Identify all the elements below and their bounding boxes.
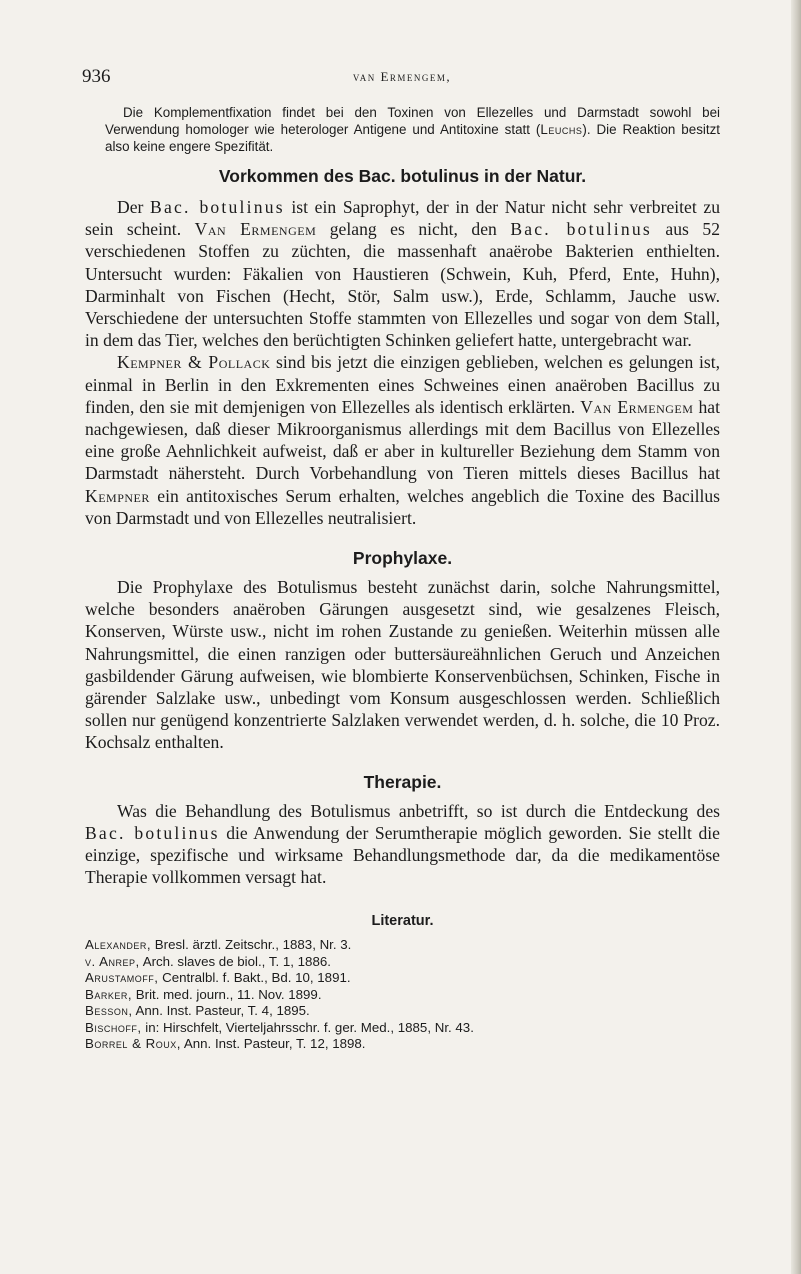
lit-ref: Brit. med. journ., 11. Nov. 1899. — [132, 986, 322, 1002]
intro-text-part: Die Komplementfixation findet bei den Toxinen von Ellezelles und Darmstadt sowohl bei Verwendung homologer wie heterologer Antigene und Antitoxine statt ( — [105, 105, 720, 137]
lit-ref: Ann. Inst. Pasteur, T. 12, 1898. — [180, 1035, 366, 1051]
lit-author: Borrel & Roux, — [85, 1035, 181, 1051]
text-run: Der — [117, 197, 151, 217]
lit-ref: Bresl. ärztl. Zeitschr., 1883, Nr. 3. — [151, 937, 352, 953]
author-name: Van Ermengem — [580, 396, 694, 417]
lit-author: Besson, — [85, 1003, 133, 1019]
text-run: Was die Behandlung des Botulismus anbetrifft, so ist durch die Entdeckung des — [117, 800, 720, 821]
section-prophylaxe — [85, 576, 720, 754]
intro-paragraph — [105, 104, 720, 155]
page-number: 936 — [82, 66, 111, 87]
literature-entry — [85, 954, 720, 970]
literature-entry — [85, 937, 720, 953]
text-run: hat nachgewiesen, daß dieser Mikroorganismus allerdings mit dem Bacillus von Ellezelles eine große Aehnlichkeit aufweist, daß er aber in kultureller Beziehung dem Stamm von Darmstadt nähersteht. Durch Vorbehandlung von Tieren mittels dieses Bacillus hat — [85, 396, 720, 484]
literature-entry — [85, 1003, 720, 1019]
section-vorkommen — [85, 196, 720, 529]
section-therapie — [85, 800, 720, 889]
paragraph — [85, 196, 720, 351]
text-run: sind bis jetzt die einzigen geblieben, welchen es gelungen ist, einmal in Berlin in den Exkrementen eines Schweines einen anaëroben Bacillus zu finden, den sie mit demjenigen von Ellezelles als identisch erklärten. — [85, 352, 720, 417]
literature-list — [85, 937, 720, 1052]
spacer — [85, 888, 720, 911]
lit-ref: Arch. slaves de biol., T. 1, 1886. — [139, 953, 331, 969]
spacer — [85, 754, 720, 770]
text-run: ist ein Saprophyt, der in der Natur nicht sehr verbreitet zu sein scheint. — [85, 197, 720, 240]
paragraph — [85, 351, 720, 529]
literature-entry — [85, 1036, 720, 1052]
intro-text — [105, 104, 720, 155]
intro-text-part: ). Die Reaktion besitzt also keine engere Spezifität. — [105, 122, 721, 154]
text-run: ein antitoxisches Serum erhalten, welches angeblich die Toxine des Bacillus von Darmstadt und von Ellezelles neutralisiert. — [85, 485, 720, 528]
lit-author: Arustamoff, — [85, 970, 159, 986]
literature-entry — [85, 970, 720, 986]
literature-entry — [85, 1020, 720, 1036]
lit-ref: Ann. Inst. Pasteur, T. 4, 1895. — [132, 1003, 310, 1019]
species-name: Bac. botulinus — [150, 197, 285, 217]
spacer — [85, 529, 720, 546]
author-leuchs: Leuchs — [540, 122, 583, 137]
author-name: Van Ermengem — [194, 219, 317, 240]
author-name: Kempner — [85, 485, 150, 506]
running-head: van Ermengem, — [352, 69, 452, 84]
main-content — [85, 164, 720, 1052]
section-title-therapie: Therapie. — [363, 771, 442, 792]
species-name: Bac. botulinus — [85, 822, 220, 843]
literature-entry — [85, 987, 720, 1003]
lit-ref: Centralbl. f. Bakt., Bd. 10, 1891. — [158, 970, 351, 986]
lit-ref: in: Hirschfelt, Vierteljahrsschr. f. ger. Med., 1885, Nr. 43. — [141, 1019, 474, 1035]
paragraph — [85, 800, 720, 889]
lit-author: Alexander, — [85, 937, 152, 953]
lit-author: v. Anrep, — [85, 953, 140, 969]
text-run: gelang es nicht, den — [316, 219, 511, 240]
section-title-vorkommen: Vorkommen des Bac. botulinus in der Natur. — [218, 166, 587, 186]
section-title-prophylaxe: Prophylaxe. — [352, 548, 453, 569]
lit-author: Bischoff, — [85, 1019, 142, 1035]
lit-author: Barker, — [85, 986, 133, 1002]
author-name: Kempner & Pollack — [117, 352, 271, 373]
species-name: Bac. botulinus — [510, 219, 652, 240]
text-run: aus 52 verschiedenen Stoffen zu züchten, die massenhaft anaërobe Bakterien enthielten. Untersucht wurden: Fäkalien von Haustieren (Schwein, Kuh, Pferd, Ente, Huhn), Darminhalt von Fischen (Hecht, Stör, Salm usw.), Erde, Schlamm, Jauche usw. Verschiedene der untersuchten Stoffe stammten von Ellezelles und sogar von dem Stall, in dem das Tier, welches den berüchtigten Schinken geliefert hatte, untergebracht war. — [85, 219, 720, 351]
paragraph: Die Prophylaxe des Botulismus besteht zunächst darin, solche Nahrungsmittel, welche besonders anaëroben Gärungen ausgesetzt sind, wie gesalzenes Fleisch, Konserven, Würste usw., nicht im rohen Zustande zu genießen. Weiterhin müssen alle Nahrungsmittel, die einen ranzigen oder buttersäureähnlichen Geruch und Anzeichen gasbildender Gärung aufweisen, wie blombierte Konservenbüchsen, Schinken, Fische in gärender Salzlake usw., unbedingt vom Konsum ausgeschlossen werden. Schließlich sollen nur genügend konzentrierte Salzlaken verwendet werden, d. h. solche, die 10 Proz. Kochsalz enthalten. — [85, 577, 720, 753]
page-header — [82, 62, 722, 92]
section-title-literatur: Literatur. — [371, 913, 434, 930]
page-edge-shadow — [791, 0, 801, 1274]
text-run: die Anwendung der Serumtherapie möglich geworden. Sie stellt die einzige, spezifische und wirksame Behandlungsmethode dar, da die medikamentöse Therapie vollkommen versagt hat. — [85, 822, 720, 888]
